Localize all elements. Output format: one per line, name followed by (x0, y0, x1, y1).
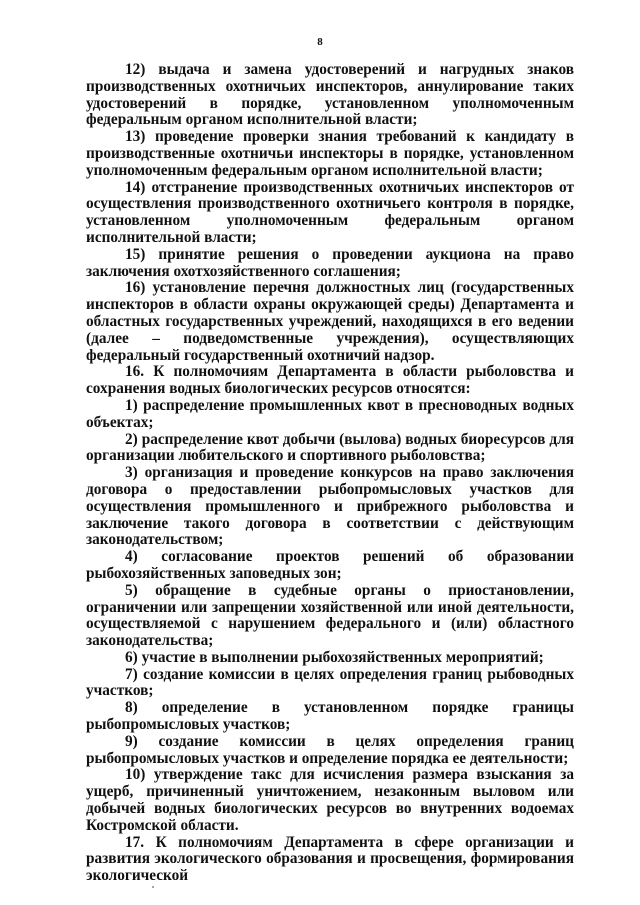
section-16-item-3: 3) организация и проведение конкурсов на право заключения договора о предоставлении рыбопромысловых участков для осуществления промышленного и прибрежного рыболовства и заключение такого договора в соответствии с действующим законодательством; (86, 464, 574, 549)
section-16-item-8: 8) определение в установленном порядке границы рыбопромысловых участков; (86, 699, 574, 734)
section-16-heading: 16. К полномочиям Департамента в области рыболовства и сохранения водных биологических ресурсов относятся: (86, 363, 574, 398)
paragraph-item-14: 14) отстранение производственных охотничьих инспекторов от осуществления производственного охотничьего контроля в порядке, установленном уполномоченным федеральным органом исполнительной власти; (86, 178, 574, 246)
section-16-item-1: 1) распределение промышленных квот в пресноводных водных объектах; (86, 396, 574, 431)
scan-speck (152, 886, 154, 888)
page-number: 8 (317, 36, 323, 48)
paragraph-item-13: 13) проведение проверки знания требований к кандидату в производственные охотничьи инспекторы в порядке, установленном уполномоченным федеральным органом исполнительной власти; (86, 128, 574, 179)
paragraph-item-12: 12) выдача и замена удостоверений и нагрудных знаков производственных охотничьих инспекторов, аннулирование таких удостоверений в порядке, установленном уполномоченным федеральным органом исполнительной власти; (86, 61, 574, 129)
section-17-heading: 17. К полномочиям Департамента в сфере организации и развития экологического образования и просвещения, формирования экологической (86, 833, 574, 885)
section-16-item-5: 5) обращение в судебные органы о приостановлении, ограничении или запрещении хозяйственной или иной деятельности, осуществляемой с нарушением федерального и (или) областного законодательства; (86, 581, 574, 650)
document-body (86, 62, 574, 885)
section-16-item-10: 10) утверждение такс для исчисления размера взыскания за ущерб, причиненный уничтожением, незаконным выловом или добычей водных биологических ресурсов во внутренних водоемах Костромской области. (86, 766, 574, 834)
section-16-item-4: 4) согласование проектов решений об образовании рыбохозяйственных заповедных зон; (86, 548, 574, 582)
section-16-item-2: 2) распределение квот добычи (вылова) водных биоресурсов для организации любительского и спортивного рыболовства; (86, 430, 574, 465)
paragraph-item-16: 16) установление перечня должностных лиц (государственных инспекторов в области охраны окружающей среды) Департамента и областных государственных учреждений, находящихся в его ведении (далее – подведомственные учреждения), осуществляющих федеральный государственный охотничий надзор. (86, 279, 574, 364)
section-16-item-9: 9) создание комиссии в целях определения границ рыбопромысловых участков и определение порядка ее деятельности; (86, 732, 574, 767)
section-16-item-7: 7) создание комиссии в целях определения границ рыбоводных участков; (86, 665, 574, 700)
section-16-item-6: 6) участие в выполнении рыбохозяйственных мероприятий; (125, 648, 544, 666)
paragraph-item-15: 15) принятие решения о проведении аукциона на право заключения охотхозяйственного соглашения; (86, 245, 574, 280)
